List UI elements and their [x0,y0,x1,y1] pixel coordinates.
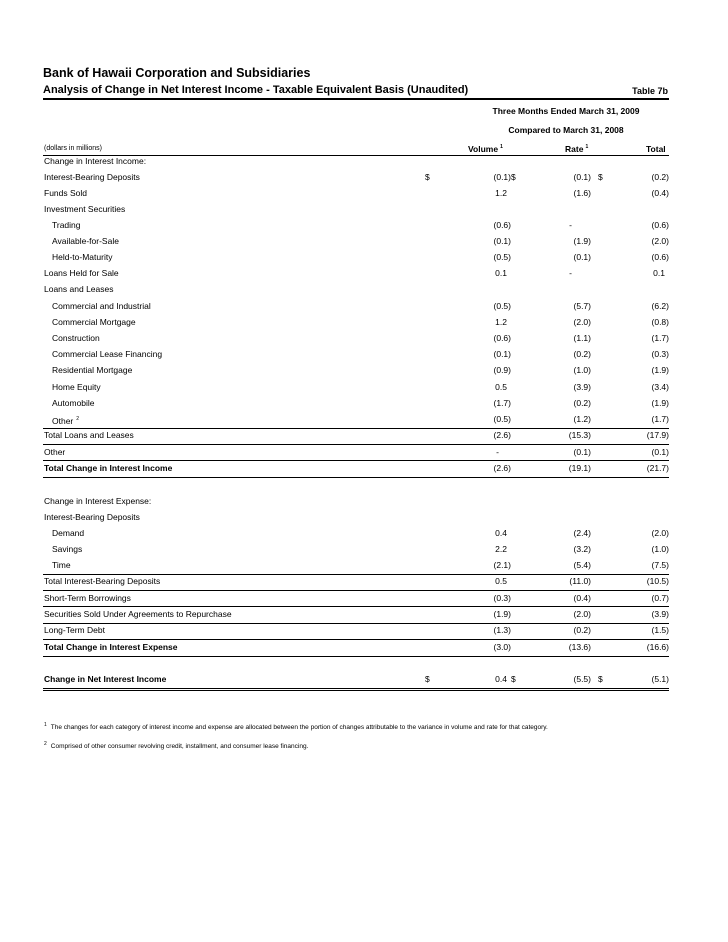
table-row [43,558,669,573]
row-label: Automobile [52,398,95,408]
table-row [43,299,669,314]
row-label: Securities Sold Under Agreements to Repurchase [44,609,232,619]
total-value: (6.2) [651,301,669,311]
rate-value: (11.0) [569,576,591,586]
table-row [43,396,669,411]
table-number: Table 7b [632,86,668,96]
row-rule [43,460,669,461]
row-rule [43,428,669,429]
dollars-note: (dollars in millions) [44,145,102,152]
total-value: (1.0) [651,544,669,554]
total-value: (0.6) [651,220,669,230]
rate-value: (1.9) [573,236,591,246]
table-row [43,363,669,378]
report-subtitle-row [43,83,669,100]
table-row [43,623,669,638]
volume-value: (0.1) [493,172,511,182]
rate-value: (19.1) [568,463,591,473]
volume-value: (0.3) [493,593,511,603]
rate-value: (13.6) [568,642,591,652]
double-rule [43,688,669,691]
rate-value: (2.4) [573,528,591,538]
total-value: (1.7) [651,414,669,424]
rate-value: (0.1) [573,447,591,457]
volume-value: (2.6) [493,430,511,440]
table-row [43,591,669,606]
row-rule [43,606,669,607]
rate-value: (0.2) [573,349,591,359]
col-volume-header: Volume $^1$ [468,144,503,154]
row-label: Total Interest-Bearing Deposits [44,576,161,586]
dollar-sign-total: $ [598,172,603,182]
rate-value: (5.7) [573,301,591,311]
row-label: Home Equity [52,382,101,392]
volume-value: 1.2 [495,188,507,198]
table-row [43,428,669,443]
row-label: Investment Securities [44,204,126,214]
volume-value: (1.7) [493,398,511,408]
total-value: (0.1) [651,447,669,457]
table-row [43,494,669,509]
row-label: Savings [52,544,83,554]
volume-value: 0.4 [495,528,507,538]
table-row [43,218,669,233]
total-value: (2.0) [651,236,669,246]
table-row [43,574,669,589]
total-value: (3.9) [651,609,669,619]
table-row [43,607,669,622]
total-value: (0.7) [651,593,669,603]
footnote-number: 2 [44,741,47,747]
volume-value: (2.1) [493,560,511,570]
row-rule [43,574,669,575]
total-value: (0.6) [651,252,669,262]
volume-value: - [496,447,499,457]
volume-value: (3.0) [493,642,511,652]
row-label: Available-for-Sale [52,236,119,246]
rate-value: (0.2) [573,625,591,635]
row-label: Change in Interest Expense: [44,496,152,506]
period-line-2: Compared to March 31, 2008 [508,125,624,135]
rate-value: (0.1) [573,172,591,182]
col-rate-header: Rate $^1$ [565,144,589,154]
dollar-sign-rate: $ [511,674,516,684]
total-value: (0.3) [651,349,669,359]
period-line-1: Three Months Ended March 31, 2009 [492,106,640,116]
rate-value: (3.2) [573,544,591,554]
table-row [43,640,669,655]
row-label: Other $^2$ [52,415,80,426]
rate-value: (0.1) [573,252,591,262]
total-value: (1.9) [651,398,669,408]
rate-value: (1.1) [573,333,591,343]
table-row [43,510,669,525]
total-value: (0.2) [651,172,669,182]
table-row [43,542,669,557]
report-subtitle: Analysis of Change in Net Interest Income - Taxable Equivalent Basis (Unaudited) [43,84,469,96]
rate-value: (5.5) [573,674,591,684]
rate-value: (3.9) [573,382,591,392]
rate-value: - [569,268,572,278]
rate-value: (2.0) [573,609,591,619]
rate-value: - [569,220,572,230]
row-label: Total Change in Interest Expense [44,642,178,652]
volume-value: (2.6) [493,463,511,473]
table-row [43,266,669,281]
row-label: Demand [52,528,85,538]
row-rule [43,639,669,640]
volume-value: (0.5) [493,252,511,262]
table-row [43,445,669,460]
rate-value: (15.3) [568,430,591,440]
volume-value: 2.2 [495,544,507,554]
table-row [43,170,669,185]
table-row [43,250,669,265]
row-label: Funds Sold [44,188,87,198]
table-row [43,234,669,249]
row-label: Construction [52,333,100,343]
volume-value: 0.5 [495,382,507,392]
volume-value: (0.6) [493,333,511,343]
rate-value: (0.4) [573,593,591,603]
row-label: Other [44,447,66,457]
total-value: (1.7) [651,333,669,343]
volume-value: 0.1 [495,268,507,278]
table-row [43,380,669,395]
row-label: Commercial Lease Financing [52,349,163,359]
table-row [43,526,669,541]
row-rule [43,656,669,657]
footnote [44,741,670,750]
rate-value: (5.4) [573,560,591,570]
table-row [43,672,669,687]
footnote [44,722,670,731]
volume-value: (0.9) [493,365,511,375]
volume-value: (0.5) [493,414,511,424]
row-label: Total Change in Interest Income [44,463,173,473]
row-label: Trading [52,220,81,230]
volume-value: (1.3) [493,625,511,635]
total-value: (10.5) [646,576,669,586]
total-value: (0.8) [651,317,669,327]
report-page [43,66,669,751]
rate-value: (1.6) [573,188,591,198]
total-value: (16.6) [646,642,669,652]
row-label: Time [52,560,71,570]
table-row [43,412,669,427]
table-row [43,461,669,476]
table-row [43,347,669,362]
table-row [43,331,669,346]
volume-value: (0.1) [493,349,511,359]
volume-value: (0.1) [493,236,511,246]
volume-value: (0.5) [493,301,511,311]
row-rule [43,477,669,478]
rate-value: (0.2) [573,398,591,408]
rate-value: (1.0) [573,365,591,375]
row-label: Residential Mortgage [52,365,133,375]
row-rule [43,444,669,445]
total-value: (21.7) [646,463,669,473]
table-row [43,154,669,169]
dollar-sign-total: $ [598,674,603,684]
row-label: Held-to-Maturity [52,252,113,262]
row-label: Commercial Mortgage [52,317,136,327]
row-label: Short-Term Borrowings [44,593,131,603]
footnote-text: The changes for each category of interest income and expense are allocated between the portion of changes attributable to the variance in volume and rate for that category. [50,724,548,732]
total-value: (7.5) [651,560,669,570]
row-label: Loans Held for Sale [44,268,119,278]
volume-value: (0.6) [493,220,511,230]
volume-value: 0.4 [495,674,507,684]
total-value: (17.9) [646,430,669,440]
row-label: Change in Interest Income: [44,156,147,166]
col-total-header: Total [646,144,666,154]
total-value: (2.0) [651,528,669,538]
volume-value: 0.5 [495,576,507,586]
row-rule [43,590,669,591]
footnote-text: Comprised of other consumer revolving credit, installment, and consumer lease financing. [50,743,309,751]
dollar-sign-rate: $ [511,172,516,182]
footnote-number: 1 [44,722,47,728]
row-label: Long-Term Debt [44,625,105,635]
footnote-ref: 2 [76,416,80,422]
dollar-sign-volume: $ [425,674,430,684]
row-label: Loans and Leases [44,284,114,294]
dollar-sign-volume: $ [425,172,430,182]
row-rule [43,623,669,624]
total-value: (5.1) [651,674,669,684]
total-value: (1.9) [651,365,669,375]
row-label: Interest-Bearing Deposits [44,512,140,522]
company-name: Bank of Hawaii Corporation and Subsidiaries [43,66,311,80]
total-value: 0.1 [653,268,665,278]
table-row [43,186,669,201]
total-value: (3.4) [651,382,669,392]
row-label: Change in Net Interest Income [44,674,167,684]
table-row [43,315,669,330]
row-label: Commercial and Industrial [52,301,151,311]
table-row [43,202,669,217]
volume-value: 1.2 [495,317,507,327]
total-value: (0.4) [651,188,669,198]
row-label: Interest-Bearing Deposits [44,172,140,182]
table-row [43,282,669,297]
period-header [43,100,669,156]
volume-value: (1.9) [493,609,511,619]
rate-value: (2.0) [573,317,591,327]
total-value: (1.5) [651,625,669,635]
row-label: Total Loans and Leases [44,430,134,440]
rate-value: (1.2) [573,414,591,424]
